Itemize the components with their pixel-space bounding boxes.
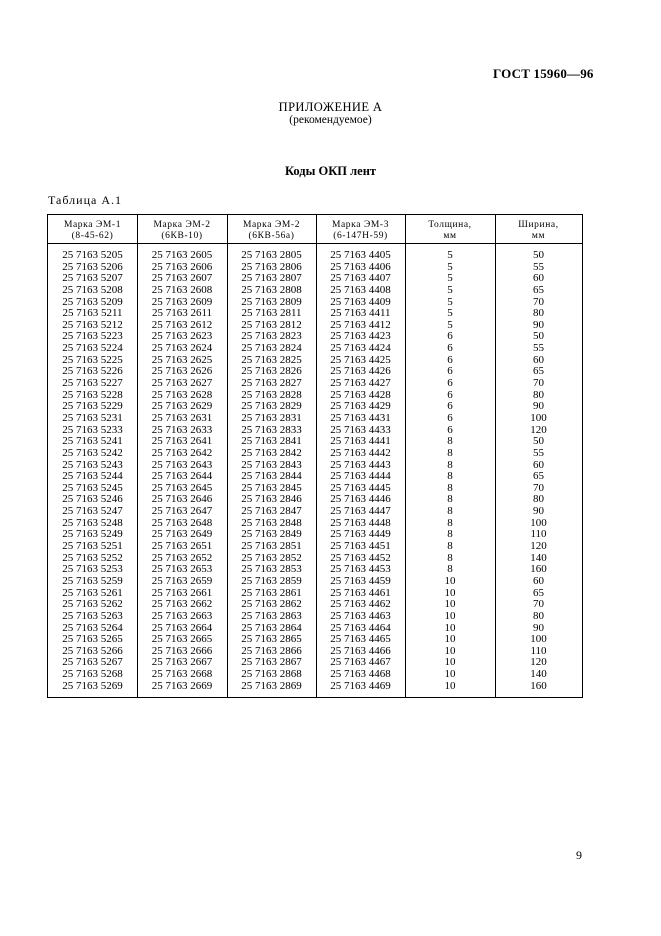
table-cell: 8 — [447, 516, 453, 529]
table-cell: 25 7163 4433 — [330, 423, 391, 436]
table-cell: 55 — [533, 260, 544, 273]
table-cell: 25 7163 2628 — [151, 388, 213, 401]
table-cell: 25 7163 2828 — [241, 388, 302, 401]
header-line: (6КВ-56а) — [248, 231, 295, 241]
appendix-heading — [0, 100, 661, 127]
table-cell: 25 7163 2649 — [151, 528, 213, 541]
table-cell: 25 7163 5211 — [62, 307, 123, 320]
table-cell: 25 7163 4469 — [330, 679, 391, 692]
table-cell: 120 — [530, 656, 547, 669]
table-cell: 25 7163 2665 — [151, 633, 213, 646]
table-cell: 25 7163 4427 — [330, 377, 391, 390]
table-cell: 25 7163 2625 — [151, 353, 213, 366]
header-line: Марка ЭМ-2 — [153, 220, 211, 230]
table-cell: 25 7163 5259 — [62, 574, 123, 587]
table-cell: 25 7163 2661 — [151, 586, 213, 599]
table-cell: 80 — [533, 609, 544, 622]
table-cell: 10 — [444, 586, 456, 599]
table-cell: 25 7163 4431 — [330, 411, 391, 424]
table-cell: 25 7163 2826 — [241, 365, 302, 378]
table-cell: 25 7163 2608 — [151, 283, 213, 296]
table-cell: 25 7163 2827 — [241, 377, 302, 390]
table-cell: 25 7163 5246 — [62, 493, 123, 506]
table-cell: 10 — [444, 621, 456, 634]
header-line: Марка ЭМ-1 — [63, 220, 122, 230]
table-cell: 65 — [533, 586, 544, 599]
table-cell: 8 — [447, 458, 453, 471]
table-cell: 25 7163 5206 — [62, 260, 123, 273]
table-cell: 90 — [533, 400, 544, 413]
table-cell: 25 7163 2633 — [151, 423, 213, 436]
column-em2-6kv56a — [227, 250, 316, 692]
table-cell: 25 7163 2806 — [241, 260, 302, 273]
table-cell: 8 — [447, 481, 453, 494]
table-cell: 120 — [530, 540, 547, 553]
table-cell: 25 7163 5263 — [62, 609, 123, 622]
table-cell: 110 — [530, 644, 547, 657]
table-cell: 10 — [444, 668, 456, 681]
table-cell: 25 7163 4447 — [330, 505, 391, 518]
table-cell: 5 — [447, 260, 453, 273]
table-cell: 25 7163 5268 — [62, 668, 123, 681]
table-cell: 25 7163 2865 — [241, 633, 302, 646]
table-cell: 80 — [533, 307, 544, 320]
table-cell: 25 7163 5265 — [62, 633, 123, 646]
table-cell: 70 — [533, 598, 544, 611]
table-cell: 25 7163 2853 — [241, 563, 302, 576]
table-cell: 25 7163 4446 — [330, 493, 391, 506]
header-cell-em2-6kv56a — [227, 220, 316, 242]
table-cell: 25 7163 5262 — [62, 598, 123, 611]
table-cell: 60 — [533, 272, 544, 285]
header-line: Ширина, — [518, 220, 559, 230]
table-cell: 25 7163 2848 — [241, 516, 302, 529]
table-cell: 25 7163 2645 — [151, 481, 213, 494]
table-cell: 25 7163 2627 — [151, 377, 213, 390]
table-cell: 25 7163 4452 — [330, 551, 391, 564]
table-cell: 60 — [533, 353, 544, 366]
table-cell: 6 — [447, 423, 453, 436]
table-cell: 25 7163 2831 — [241, 411, 302, 424]
table-cell: 60 — [533, 458, 544, 471]
table-cell: 25 7163 2631 — [151, 411, 213, 424]
table-cell: 25 7163 2612 — [151, 318, 213, 331]
table-cell: 6 — [447, 400, 453, 413]
table-cell: 8 — [447, 446, 453, 459]
table-cell: 25 7163 4426 — [330, 365, 391, 378]
table-cell: 25 7163 4405 — [330, 249, 391, 261]
header-line: (6КВ-10) — [161, 231, 203, 241]
table-cell: 80 — [533, 493, 544, 506]
table-cell: 25 7163 5231 — [62, 411, 123, 424]
table-cell: 25 7163 4466 — [330, 644, 391, 657]
table-cell: 50 — [533, 330, 544, 343]
header-cell-width — [495, 220, 582, 242]
table-cell: 10 — [444, 656, 456, 669]
header-line: Марка ЭМ-3 — [331, 220, 390, 230]
table-cell: 25 7163 5224 — [62, 342, 123, 355]
table-cell: 25 7163 2843 — [241, 458, 302, 471]
table-cell: 25 7163 4412 — [330, 318, 391, 331]
table-cell: 25 7163 2641 — [151, 435, 213, 448]
table-cell: 25 7163 4453 — [330, 563, 391, 576]
table-cell: 25 7163 4441 — [330, 435, 391, 448]
table-cell: 25 7163 5269 — [62, 679, 123, 692]
table-cell: 25 7163 2833 — [241, 423, 302, 436]
table-cell: 80 — [533, 388, 544, 401]
header-cell-em3 — [316, 220, 405, 242]
table-cell: 5 — [447, 283, 453, 296]
table-cell: 70 — [533, 481, 544, 494]
table-cell: 25 7163 2605 — [151, 249, 213, 261]
table-cell: 25 7163 5233 — [62, 423, 123, 436]
table-cell: 25 7163 2861 — [241, 586, 302, 599]
table-cell: 25 7163 2624 — [151, 342, 213, 355]
table-cell: 25 7163 4423 — [330, 330, 391, 343]
table-cell: 25 7163 2642 — [151, 446, 213, 459]
table-cell: 25 7163 2669 — [151, 679, 213, 692]
table-cell: 8 — [447, 563, 453, 576]
table-cell: 25 7163 2868 — [241, 668, 302, 681]
table-cell: 25 7163 2626 — [151, 365, 213, 378]
table-cell: 120 — [530, 423, 547, 436]
table-cell: 25 7163 2807 — [241, 272, 302, 285]
table-cell: 10 — [444, 598, 456, 611]
header-line: Толщина, — [428, 220, 472, 230]
table-cell: 25 7163 4408 — [330, 283, 391, 296]
document-id: ГОСТ 15960—96 — [493, 66, 594, 81]
table-cell: 25 7163 2659 — [151, 574, 213, 587]
table-cell: 25 7163 4459 — [330, 574, 391, 587]
table-cell: 25 7163 2852 — [241, 551, 302, 564]
table-cell: 10 — [444, 574, 456, 587]
table-cell: 25 7163 2611 — [151, 307, 213, 320]
table-cell: 25 7163 5267 — [62, 656, 123, 669]
table-cell: 70 — [533, 377, 544, 390]
table-cell: 25 7163 5227 — [62, 377, 123, 390]
table-cell: 8 — [447, 470, 453, 483]
table-cell: 110 — [530, 528, 547, 541]
table-cell: 25 7163 2847 — [241, 505, 302, 518]
table-cell: 25 7163 2824 — [241, 342, 302, 355]
table-cell: 25 7163 5226 — [62, 365, 123, 378]
table-cell: 25 7163 2844 — [241, 470, 302, 483]
table-cell: 25 7163 2652 — [151, 551, 213, 564]
appendix-subtitle: (рекомендуемое) — [289, 114, 372, 126]
table-cell: 25 7163 4411 — [330, 307, 391, 320]
table-cell: 5 — [447, 272, 453, 285]
table-cell: 25 7163 2662 — [151, 598, 213, 611]
table-cell: 25 7163 5253 — [62, 563, 123, 576]
table-cell: 25 7163 2646 — [151, 493, 213, 506]
table-cell: 10 — [444, 679, 456, 692]
table-cell: 6 — [447, 388, 453, 401]
table-cell: 5 — [447, 249, 453, 261]
table-cell: 6 — [447, 411, 453, 424]
table-cell: 25 7163 5225 — [62, 353, 123, 366]
table-cell: 25 7163 5244 — [62, 470, 123, 483]
table-cell: 25 7163 5212 — [62, 318, 123, 331]
table-cell: 25 7163 5248 — [62, 516, 123, 529]
column-width — [495, 250, 582, 692]
table-cell: 25 7163 5205 — [62, 249, 123, 261]
table-cell: 25 7163 2663 — [151, 609, 213, 622]
table-cell: 25 7163 5252 — [62, 551, 123, 564]
table-cell: 25 7163 2667 — [151, 656, 213, 669]
table-cell: 25 7163 2859 — [241, 574, 302, 587]
table-cell: 25 7163 4443 — [330, 458, 391, 471]
table-cell: 25 7163 5249 — [62, 528, 123, 541]
table-cell: 25 7163 4442 — [330, 446, 391, 459]
table-cell: 25 7163 5207 — [62, 272, 123, 285]
table-cell: 25 7163 5261 — [62, 586, 123, 599]
table-cell: 25 7163 4461 — [330, 586, 391, 599]
table-cell: 25 7163 2862 — [241, 598, 302, 611]
table-cell: 60 — [533, 574, 544, 587]
section-title: Коды ОКП лент — [284, 164, 377, 178]
table-cell: 25 7163 4409 — [330, 295, 391, 308]
table-cell: 25 7163 2623 — [151, 330, 213, 343]
table-cell: 25 7163 4463 — [330, 609, 391, 622]
table-cell: 25 7163 4445 — [330, 481, 391, 494]
column-thickness — [405, 250, 495, 692]
header-line: мм — [443, 231, 457, 241]
table-cell: 160 — [530, 563, 547, 576]
table-cell: 10 — [444, 644, 456, 657]
table-cell: 25 7163 2867 — [241, 656, 302, 669]
table-cell: 25 7163 2812 — [241, 318, 302, 331]
table-cell: 25 7163 4468 — [330, 668, 391, 681]
table-cell: 25 7163 4464 — [330, 621, 391, 634]
table-cell: 25 7163 2863 — [241, 609, 302, 622]
table-cell: 100 — [530, 633, 547, 646]
okp-codes-table — [47, 214, 583, 698]
table-cell: 25 7163 2809 — [241, 295, 302, 308]
table-cell: 50 — [533, 249, 544, 261]
table-cell: 25 7163 2664 — [151, 621, 213, 634]
table-cell: 8 — [447, 528, 453, 541]
table-cell: 25 7163 2808 — [241, 283, 302, 296]
table-cell: 25 7163 4465 — [330, 633, 391, 646]
header-line: (6-147Н-59) — [333, 231, 388, 241]
header-line: Марка ЭМ-2 — [242, 220, 301, 230]
table-cell: 25 7163 4428 — [330, 388, 391, 401]
table-cell: 8 — [447, 493, 453, 506]
table-cell: 100 — [530, 411, 547, 424]
table-cell: 25 7163 2648 — [151, 516, 213, 529]
table-cell: 25 7163 5229 — [62, 400, 123, 413]
header-line: мм — [531, 231, 546, 241]
table-cell: 25 7163 4467 — [330, 656, 391, 669]
table-cell: 6 — [447, 330, 453, 343]
header-cell-em2-6kv10 — [137, 220, 227, 242]
table-cell: 25 7163 5209 — [62, 295, 123, 308]
table-cell: 5 — [447, 295, 453, 308]
table-cell: 8 — [447, 505, 453, 518]
table-cell: 25 7163 2849 — [241, 528, 302, 541]
table-cell: 25 7163 2609 — [151, 295, 213, 308]
table-cell: 25 7163 4406 — [330, 260, 391, 273]
table-cell: 25 7163 5266 — [62, 644, 123, 657]
table-cell: 90 — [533, 318, 544, 331]
table-cell: 6 — [447, 377, 453, 390]
table-cell: 6 — [447, 342, 453, 355]
table-cell: 25 7163 2829 — [241, 400, 302, 413]
table-cell: 25 7163 2823 — [241, 330, 302, 343]
table-caption: Таблица А.1 — [48, 193, 122, 207]
table-cell: 25 7163 2647 — [151, 505, 213, 518]
table-cell: 160 — [530, 679, 547, 692]
table-cell: 25 7163 5228 — [62, 388, 123, 401]
header-cell-em1 — [48, 220, 137, 242]
table-cell: 25 7163 5243 — [62, 458, 123, 471]
table-cell: 25 7163 2644 — [151, 470, 213, 483]
table-cell: 25 7163 4448 — [330, 516, 391, 529]
table-cell: 5 — [447, 307, 453, 320]
table-cell: 25 7163 2842 — [241, 446, 302, 459]
appendix-title: ПРИЛОЖЕНИЕ А — [278, 100, 383, 114]
table-cell: 25 7163 2846 — [241, 493, 302, 506]
table-cell: 5 — [447, 318, 453, 331]
column-em3 — [316, 250, 405, 692]
table-cell: 10 — [444, 633, 456, 646]
table-cell: 25 7163 5242 — [62, 446, 123, 459]
table-cell: 25 7163 2651 — [151, 540, 213, 553]
page-number: 9 — [576, 848, 582, 862]
table-cell: 65 — [533, 283, 544, 296]
table-cell: 55 — [533, 342, 544, 355]
table-cell: 25 7163 2841 — [241, 435, 302, 448]
table-cell: 25 7163 4424 — [330, 342, 391, 355]
header-line: (8-45-62) — [71, 231, 114, 241]
table-cell: 25 7163 2607 — [151, 272, 213, 285]
table-cell: 25 7163 2845 — [241, 481, 302, 494]
table-cell: 8 — [447, 540, 453, 553]
table-cell: 25 7163 5208 — [62, 283, 123, 296]
table-cell: 25 7163 5251 — [62, 540, 123, 553]
table-cell: 25 7163 4429 — [330, 400, 391, 413]
table-cell: 25 7163 2643 — [151, 458, 213, 471]
table-cell: 25 7163 2668 — [151, 668, 213, 681]
table-cell: 25 7163 5247 — [62, 505, 123, 518]
table-cell: 50 — [533, 435, 544, 448]
table-cell: 25 7163 5223 — [62, 330, 123, 343]
table-cell: 25 7163 2866 — [241, 644, 302, 657]
table-cell: 25 7163 4425 — [330, 353, 391, 366]
table-cell: 25 7163 2653 — [151, 563, 213, 576]
table-cell: 25 7163 2851 — [241, 540, 302, 553]
table-cell: 25 7163 5264 — [62, 621, 123, 634]
table-cell: 70 — [533, 295, 544, 308]
table-cell: 25 7163 2629 — [151, 400, 213, 413]
table-cell: 25 7163 2869 — [241, 679, 302, 692]
table-cell: 25 7163 4449 — [330, 528, 391, 541]
table-cell: 6 — [447, 365, 453, 378]
column-em1 — [48, 250, 137, 692]
table-cell: 90 — [533, 621, 544, 634]
table-cell: 8 — [447, 551, 453, 564]
table-cell: 25 7163 4407 — [330, 272, 391, 285]
table-cell: 25 7163 2864 — [241, 621, 302, 634]
table-cell: 100 — [530, 516, 547, 529]
table-cell: 65 — [533, 470, 544, 483]
table-cell: 25 7163 2805 — [241, 249, 302, 261]
table-cell: 25 7163 2606 — [151, 260, 213, 273]
table-cell: 55 — [533, 446, 544, 459]
table-cell: 65 — [533, 365, 544, 378]
table-cell: 25 7163 5241 — [62, 435, 123, 448]
table-cell: 25 7163 4451 — [330, 540, 391, 553]
table-cell: 25 7163 2666 — [151, 644, 213, 657]
table-cell: 8 — [447, 435, 453, 448]
table-cell: 25 7163 5245 — [62, 481, 123, 494]
table-cell: 140 — [530, 551, 547, 564]
table-cell: 25 7163 2811 — [241, 307, 302, 320]
table-cell: 25 7163 4462 — [330, 598, 391, 611]
header-cell-thickness — [405, 220, 495, 242]
table-cell: 10 — [444, 609, 456, 622]
table-cell: 90 — [533, 505, 544, 518]
column-em2-6kv10 — [137, 250, 227, 692]
table-cell: 25 7163 4444 — [330, 470, 391, 483]
table-cell: 25 7163 2825 — [241, 353, 302, 366]
table-cell: 140 — [530, 668, 547, 681]
table-cell: 6 — [447, 353, 453, 366]
